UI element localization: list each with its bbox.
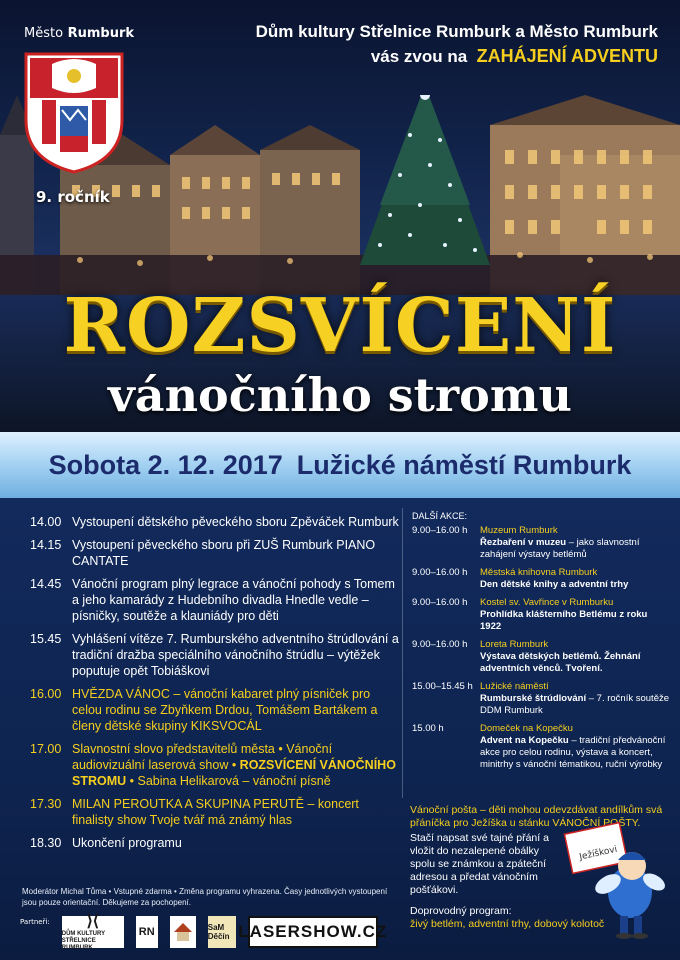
- other-event-time: 9.00–16.00 h: [412, 597, 468, 608]
- edition-label: 9. ročník: [36, 188, 110, 206]
- program-text-part: • Sabina Helikarová – vánoční písně: [126, 774, 331, 788]
- program-time: 14.45: [30, 577, 62, 591]
- program-section: [0, 498, 680, 960]
- other-event-time: 9.00–16.00 h: [412, 525, 468, 536]
- city-label-prefix: Město: [24, 26, 64, 41]
- invitation-prefix: vás zvou na: [370, 47, 468, 66]
- program-time: 17.00: [30, 742, 62, 756]
- city-coat-of-arms-icon: [22, 50, 126, 174]
- angel-postman-mascot-icon: [560, 820, 670, 940]
- other-event-time: 9.00–16.00 h: [412, 639, 468, 650]
- post-intro: Vánoční pošta – děti mohou odevzdávat andílkům svá přáníčka pro Ježíška u stánku VÁNOČNÍ POŠTY.: [410, 804, 663, 829]
- envelope-text: Ježíškovi: [578, 844, 619, 863]
- program-item: [30, 741, 400, 789]
- other-event-desc: – 7. ročník soutěže DDM Rumburk: [480, 693, 670, 716]
- footer-note: Moderátor Michal Tůma • Vstupné zdarma • Změna programu vyhrazena. Časy jednotlivých vystoupení jsou pouze orientační. Děkujeme za pochopení.: [22, 887, 388, 907]
- other-event-item: [412, 567, 670, 591]
- invitation: [256, 22, 658, 67]
- hero-image: [0, 0, 680, 432]
- main-title: ROZSVÍCENÍ: [63, 283, 617, 369]
- program-text-emphasis: ROZSVÍCENÍ VÁNOČNÍHO STROMU: [72, 758, 396, 788]
- date-band: [0, 432, 680, 498]
- other-event-title: Výstava dětských betlémů. Žehnání adventních věnců. Tvoření.: [480, 651, 641, 674]
- event-place: Lužické náměstí Rumburk: [296, 449, 632, 480]
- program-item: [30, 576, 400, 624]
- program-text: MILAN PEROUTKA A SKUPINA PERUTĚ – koncert finalisty show Tvoje tvář má známý hlas: [72, 797, 359, 827]
- program-item: [30, 537, 400, 569]
- program-text: [72, 741, 400, 789]
- other-event-item: [412, 639, 670, 675]
- program-text: HVĚZDA VÁNOC – vánoční kabaret plný písniček pro celou rodinu se Zbyňkem Drdou, Tomášem Bartákem a členy dětské skupiny KIKSVOCÁL: [72, 687, 378, 733]
- other-event-title: Řezbaření v muzeu: [480, 537, 567, 548]
- program-text-part: Slavnostní slovo představitelů města • Vánoční audiovizuální laserová show •: [72, 742, 333, 772]
- program-item: [30, 835, 400, 851]
- partner-logo-dk: [61, 912, 124, 951]
- other-event-title: Den dětské knihy a adventní trhy: [480, 579, 629, 590]
- dk-mark-icon: ⟩⟨: [86, 912, 99, 930]
- other-event-title: Prohlídka klášterního Betlému z roku 1922: [480, 609, 648, 632]
- program-time: 14.00: [30, 515, 62, 529]
- sub-title: vánočního stromu: [108, 368, 572, 422]
- program-time: 14.15: [30, 538, 62, 552]
- other-event-time: 15.00 h: [412, 723, 444, 734]
- other-event-place: Domeček na Kopečku: [480, 723, 573, 734]
- other-events: [412, 510, 670, 777]
- program-time: 17.30: [30, 797, 62, 811]
- partner-logo-sam: SaM Děčín: [208, 916, 236, 948]
- post-body: Stačí napsat své tajné přání a vložit do nezalepené obálky spolu se známkou a zpáteční adresou a předat vánočním pošťákovi.: [410, 832, 549, 896]
- other-event-item: [412, 597, 670, 633]
- other-event-item: [412, 681, 670, 717]
- program-text: Vyhlášení vítěze 7. Rumburského adventního štrúdlování a tradiční dražba speciálního vánočního štrúdlu – výtěžek poputuje opět Tobiáškovi: [72, 632, 399, 678]
- invitation-organizers: Dům kultury Střelnice Rumburk a Město Rumburk: [255, 22, 658, 41]
- program-text: Ukončení programu: [72, 836, 182, 850]
- other-event-place: Loreta Rumburk: [480, 639, 549, 650]
- program-item: [30, 686, 400, 734]
- program-time: 15.45: [30, 632, 62, 646]
- other-events-header: DALŠÍ AKCE:: [412, 511, 468, 521]
- program-time: 16.00: [30, 687, 62, 701]
- event-date: Sobota 2. 12. 2017: [48, 449, 283, 480]
- partner-logo-house-icon: [170, 916, 196, 948]
- partner-logo-lasershow: LASERSHOW.CZ: [248, 916, 378, 948]
- other-event-place: Městská knihovna Rumburk: [480, 567, 598, 578]
- other-event-item: [412, 525, 670, 561]
- other-event-time: 9.00–16.00 h: [412, 567, 468, 578]
- invitation-line2: [256, 46, 658, 67]
- program-list: [30, 514, 400, 858]
- program-time: 18.30: [30, 836, 62, 850]
- program-text: Vánoční program plný legrace a vánoční pohody s Tomem a jeho kamarády z Hudebního divadla Hnedle vedle – písničky, soutěže a klauniády pro děti: [72, 577, 395, 623]
- city-label: [24, 26, 134, 41]
- other-event-place: Kostel sv. Vavřince v Rumburku: [480, 597, 614, 608]
- other-event-title: Advent na Kopečku: [480, 735, 569, 746]
- other-event-place: Muzeum Rumburk: [480, 525, 558, 536]
- program-item: [30, 796, 400, 828]
- accompanying-program-label: Doprovodný program:: [410, 905, 512, 917]
- other-event-desc: – tradiční předvánoční akce pro celou rodinu, výstava a koncert, minitrhy s vánoční tématikou, ruční výrobky: [480, 735, 666, 770]
- other-event-time: 15.00–15.45 h: [412, 681, 473, 692]
- city-label-name: Rumburk: [67, 26, 135, 41]
- program-text: Vystoupení dětského pěveckého sboru Zpěváček Rumburk: [72, 515, 399, 529]
- column-divider: [402, 508, 403, 798]
- accompanying-program: živý betlém, adventní trhy, dobový kolotoč: [410, 918, 605, 930]
- partner-logo-rn: RN: [136, 916, 158, 948]
- invitation-highlight: ZAHÁJENÍ ADVENTU: [476, 46, 658, 66]
- other-event-item: [412, 723, 670, 771]
- program-item: [30, 514, 400, 530]
- other-event-title: Rumburské štrúdlování: [480, 693, 587, 704]
- program-text: Vystoupení pěveckého sboru při ZUŠ Rumburk PIANO CANTATE: [72, 538, 376, 568]
- program-item: [30, 631, 400, 679]
- partners-row: [20, 912, 388, 951]
- partner-dk-name: DŮM KULTURY STŘELNICE RUMBURK: [61, 930, 105, 951]
- partners-label: Partneři:: [20, 918, 50, 926]
- other-event-desc: – jako slavnostní zahájení výstavy betlémů: [480, 537, 640, 560]
- other-event-place: Lužické náměstí: [480, 681, 549, 692]
